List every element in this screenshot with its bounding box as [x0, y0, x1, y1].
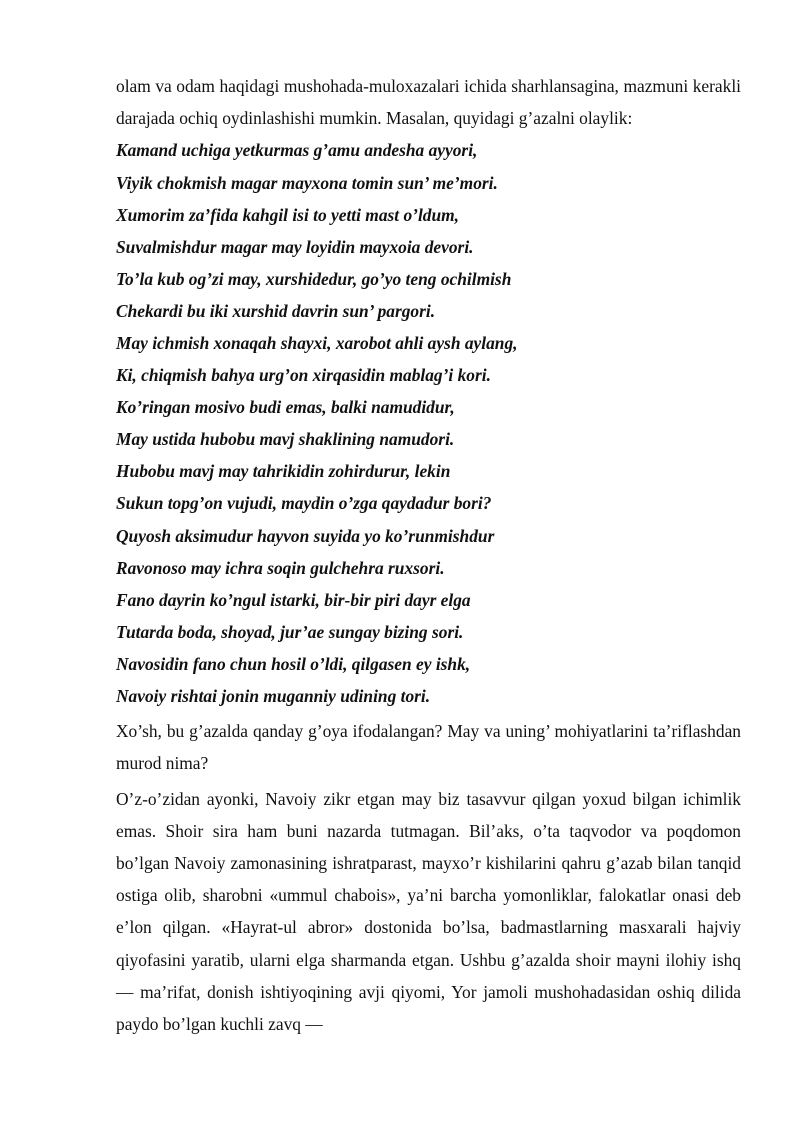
- poem-line: Fano dayrin ko’ngul istarki, bir-bir piri dayr elga: [116, 589, 471, 610]
- poem: [116, 134, 741, 712]
- poem-line: Suvalmishdur magar may loyidin mayxoia devori.: [116, 236, 474, 257]
- poem-line: Viyik chokmish magar mayxona tomin sun’ me’mori.: [116, 172, 498, 193]
- poem-line: Chekardi bu iki xurshid davrin sun’ pargori.: [116, 300, 436, 321]
- poem-line: Ko’ringan mosivo budi emas, balki namudidur,: [116, 397, 455, 418]
- poem-line: To’la kub og’zi may, xurshidedur, go’yo teng ochilmish: [116, 268, 512, 289]
- poem-line: Kamand uchiga yetkurmas g’amu andesha ayyori,: [116, 140, 478, 161]
- poem-line: May ichmish xonaqah shayxi, xarobot ahli aysh aylang,: [116, 332, 518, 353]
- analysis-paragraph: O’z-o’zidan ayonki, Navoiy zikr etgan may biz tasavvur qilgan yoxud bilgan ichimlik emas. Shoir sira ham buni nazarda tutmagan. Bil’aks, o’ta taqvodor va poqdomon bo’lgan Navoiy zamonasining ishratparast, mayxo’r kishilarini qahru g’azab bilan tanqid ostiga olib, sharobni «ummul chabois», ya’ni barcha yomonliklar, falokatlar onasi deb e’lon qilgan. «Hayrat-ul abror» dostonida bo’lsa, badmastlarning masxarali hajviy qiyofasini yaratib, ularni elga sharmanda etgan. Ushbu g’azalda shoir mayni ilohiy ishq — ma’rifat, donish ishtiyoqining avji qiyomi, Yor jamoli mushohadasidan oshiq dilida paydo bo’lgan kuchli zavq —: [116, 788, 741, 1034]
- poem-line: Navoiy rishtai jonin muganniy udining tori.: [116, 686, 431, 706]
- poem-line: Navosidin fano chun hosil o’ldi, qilgasen ey ishk,: [116, 653, 471, 674]
- poem-line: Tutarda boda, shoyad, jur’ae sungay bizing sori.: [116, 621, 464, 642]
- poem-line: Sukun topg’on vujudi, maydin o’zga qaydadur bori?: [116, 493, 492, 514]
- poem-line: Xumorim za’fida kahgil isi to yetti mast o’ldum,: [116, 204, 460, 225]
- poem-line: May ustida hubobu mavj shaklining namudori.: [116, 429, 455, 450]
- intro-paragraph: olam va odam haqidagi mushohada-muloxazalari ichida sharhlansagina, mazmuni kerakli darajada ochiq oydinlashishi mumkin. Masalan, quyidagi g’azalni olaylik:: [116, 76, 741, 129]
- document-page: [116, 70, 741, 1040]
- poem-line: Ravonoso may ichra soqin gulchehra ruxsori.: [116, 557, 445, 578]
- poem-line: Hubobu mavj may tahrikidin zohirdurur, lekin: [116, 461, 451, 482]
- poem-line: Ki, chiqmish bahya urg’on xirqasidin mablag’i kori.: [116, 365, 491, 386]
- poem-line: Quyosh aksimudur hayvon suyida yo ko’runmishdur: [116, 525, 495, 546]
- question-paragraph: Xo’sh, bu g’azalda qanday g’oya ifodalangan? May va uning’ mohiyatlarini ta’riflashdan murod nima?: [116, 721, 741, 774]
